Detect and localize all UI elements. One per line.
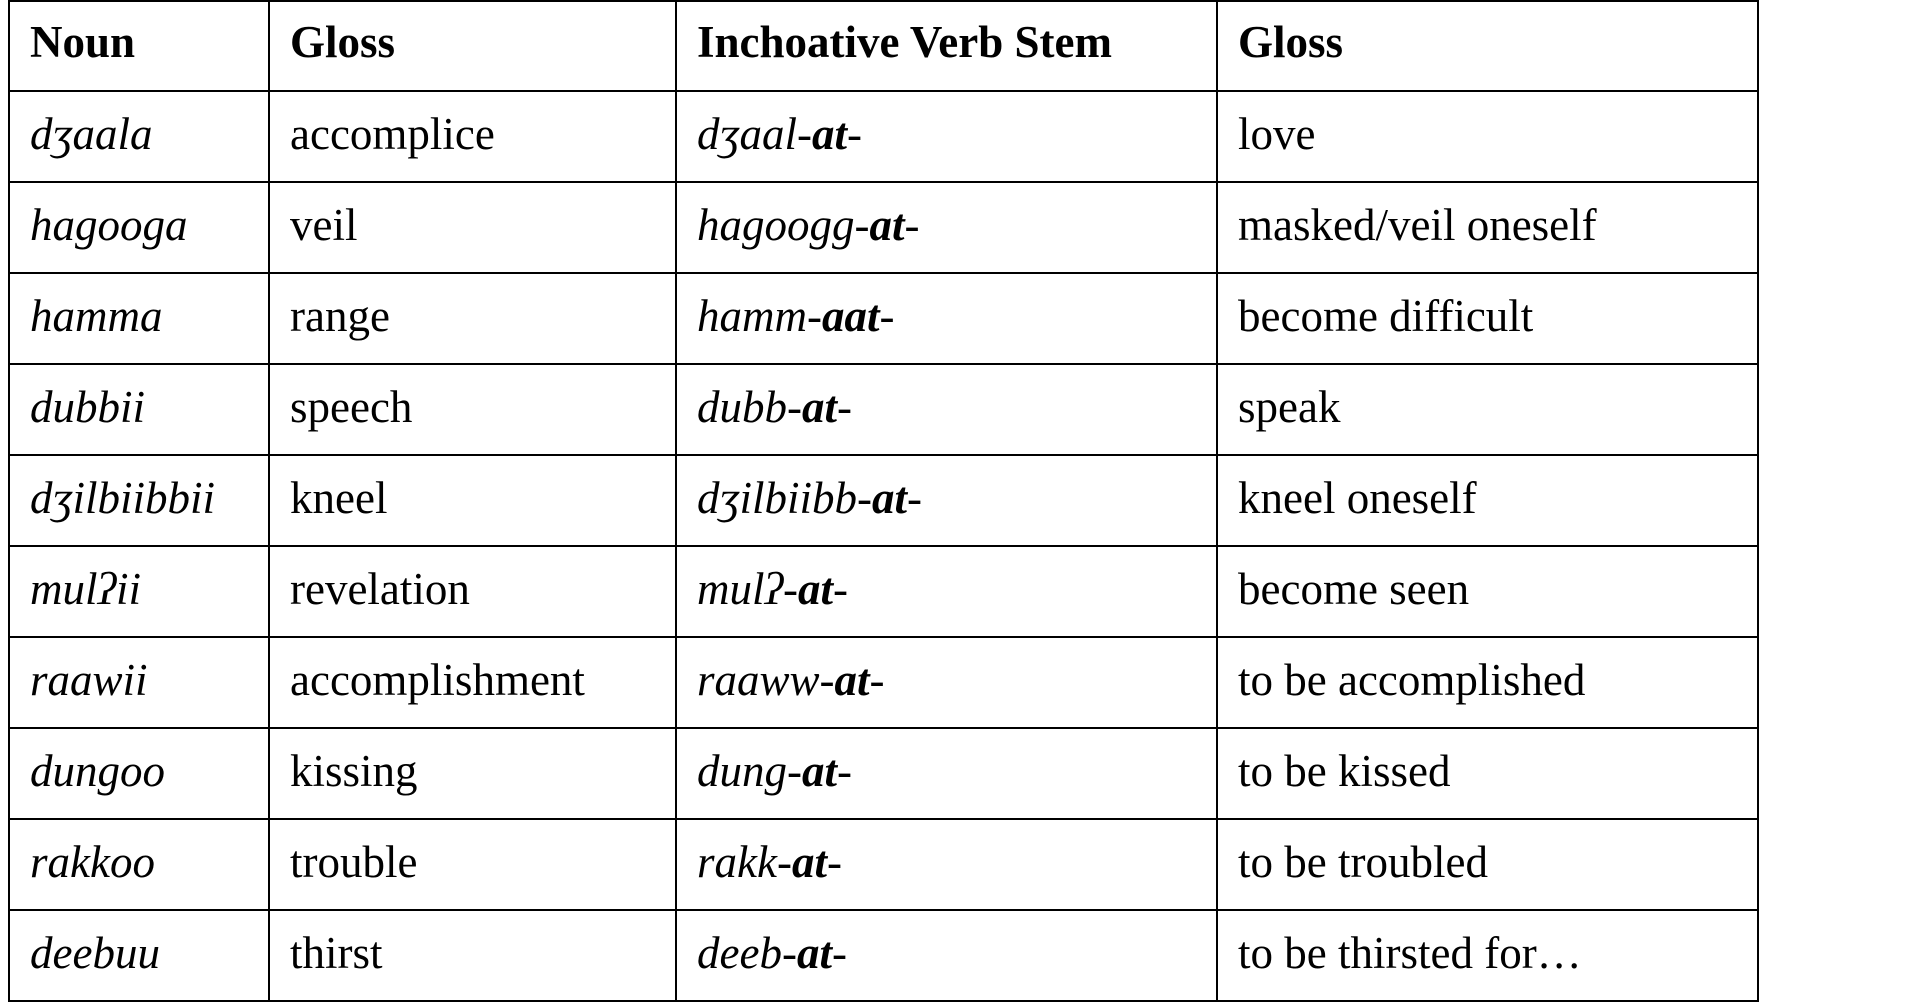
verb-gloss-cell: to be kissed xyxy=(1217,728,1758,819)
table-row xyxy=(9,819,1758,910)
verb-stem-cell xyxy=(676,364,1217,455)
table-row xyxy=(9,91,1758,182)
verb-stem-cell xyxy=(676,546,1217,637)
stem-suffix: at xyxy=(802,382,838,432)
noun-cell: raawii xyxy=(9,637,269,728)
stem-end: - xyxy=(879,291,895,341)
header-noun: Noun xyxy=(9,1,269,91)
stem-end: - xyxy=(846,109,862,159)
stem-suffix: at xyxy=(796,928,832,978)
verb-gloss-cell: masked/veil oneself xyxy=(1217,182,1758,273)
verb-gloss-cell: to be troubled xyxy=(1217,819,1758,910)
stem-base: rakk- xyxy=(697,837,792,887)
noun-gloss-cell: accomplishment xyxy=(269,637,676,728)
stem-suffix: at xyxy=(811,109,847,159)
noun-gloss-cell: thirst xyxy=(269,910,676,1001)
stem-suffix: at xyxy=(869,200,905,250)
stem-base: mulʔ- xyxy=(697,564,798,614)
noun-cell: dʒaala xyxy=(9,91,269,182)
noun-cell: rakkoo xyxy=(9,819,269,910)
stem-base: dʒaal- xyxy=(697,109,812,159)
noun-verb-table xyxy=(8,0,1759,1002)
stem-suffix: at xyxy=(834,655,870,705)
noun-cell: hagooga xyxy=(9,182,269,273)
noun-cell: dʒilbiibbii xyxy=(9,455,269,546)
verb-stem-cell xyxy=(676,728,1217,819)
stem-base: dung- xyxy=(697,746,802,796)
stem-end: - xyxy=(837,382,853,432)
table-row xyxy=(9,546,1758,637)
stem-suffix: at xyxy=(802,746,838,796)
table-row xyxy=(9,182,1758,273)
verb-gloss-cell: to be thirsted for… xyxy=(1217,910,1758,1001)
header-stem: Inchoative Verb Stem xyxy=(676,1,1217,91)
verb-gloss-cell: speak xyxy=(1217,364,1758,455)
verb-gloss-cell: love xyxy=(1217,91,1758,182)
noun-cell: deebuu xyxy=(9,910,269,1001)
stem-base: hagoogg- xyxy=(697,200,870,250)
noun-gloss-cell: trouble xyxy=(269,819,676,910)
verb-stem-cell xyxy=(676,455,1217,546)
table-row xyxy=(9,910,1758,1001)
table-row xyxy=(9,637,1758,728)
stem-end: - xyxy=(869,655,885,705)
verb-gloss-cell: become seen xyxy=(1217,546,1758,637)
verb-stem-cell xyxy=(676,91,1217,182)
header-stem-gloss: Gloss xyxy=(1217,1,1758,91)
stem-end: - xyxy=(826,837,842,887)
verb-gloss-cell: to be accomplished xyxy=(1217,637,1758,728)
stem-base: dubb- xyxy=(697,382,802,432)
verb-stem-cell xyxy=(676,819,1217,910)
stem-base: dʒilbiibb- xyxy=(697,473,872,523)
header-row xyxy=(9,1,1758,91)
table-row xyxy=(9,364,1758,455)
noun-cell: hamma xyxy=(9,273,269,364)
noun-cell: mulʔii xyxy=(9,546,269,637)
noun-cell: dubbii xyxy=(9,364,269,455)
stem-end: - xyxy=(904,200,920,250)
verb-stem-cell xyxy=(676,910,1217,1001)
verb-stem-cell xyxy=(676,182,1217,273)
stem-end: - xyxy=(906,473,922,523)
stem-base: hamm- xyxy=(697,291,822,341)
verb-stem-cell xyxy=(676,637,1217,728)
noun-gloss-cell: kneel xyxy=(269,455,676,546)
noun-gloss-cell: speech xyxy=(269,364,676,455)
stem-end: - xyxy=(831,928,847,978)
noun-gloss-cell: veil xyxy=(269,182,676,273)
verb-stem-cell xyxy=(676,273,1217,364)
stem-end: - xyxy=(837,746,853,796)
noun-gloss-cell: accomplice xyxy=(269,91,676,182)
noun-gloss-cell: range xyxy=(269,273,676,364)
table-row xyxy=(9,728,1758,819)
stem-suffix: at xyxy=(798,564,834,614)
noun-gloss-cell: kissing xyxy=(269,728,676,819)
stem-base: raaww- xyxy=(697,655,835,705)
table-row xyxy=(9,273,1758,364)
stem-base: deeb- xyxy=(697,928,797,978)
table-row xyxy=(9,455,1758,546)
verb-gloss-cell: become difficult xyxy=(1217,273,1758,364)
noun-gloss-cell: revelation xyxy=(269,546,676,637)
verb-gloss-cell: kneel oneself xyxy=(1217,455,1758,546)
header-gloss: Gloss xyxy=(269,1,676,91)
stem-suffix: at xyxy=(871,473,907,523)
stem-suffix: aat xyxy=(821,291,880,341)
stem-suffix: at xyxy=(791,837,827,887)
noun-cell: dungoo xyxy=(9,728,269,819)
stem-end: - xyxy=(833,564,849,614)
